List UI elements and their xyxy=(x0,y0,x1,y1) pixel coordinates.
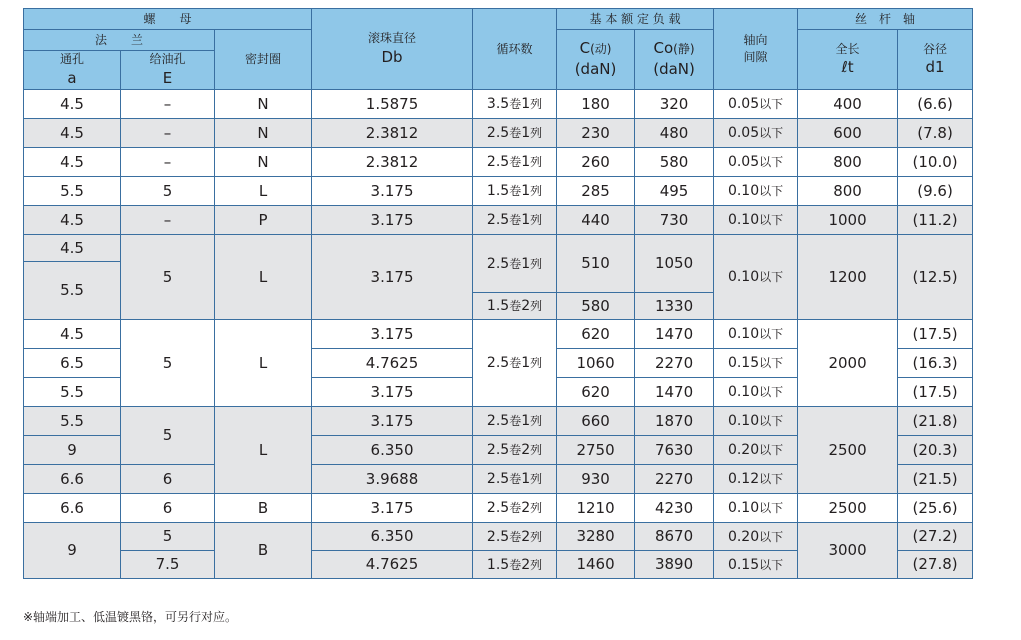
dynamic-load-cell: 1460 xyxy=(557,550,635,578)
table-row xyxy=(24,493,973,522)
axial-clearance-cell: 0.10以下 xyxy=(714,205,798,234)
root-diameter-cell: (21.5) xyxy=(898,464,973,493)
circuits-cell: 2.5卷1列 xyxy=(473,118,557,147)
seal-cell: N xyxy=(215,89,312,118)
table-row xyxy=(24,406,973,435)
through-hole-cell: 4.5 xyxy=(24,118,121,147)
static-load-cell: 320 xyxy=(635,89,714,118)
ball-diameter-cell: 3.175 xyxy=(312,406,473,435)
circuits-cell: 1.5卷1列 xyxy=(473,176,557,205)
root-diameter-cell: (9.6) xyxy=(898,176,973,205)
ball-diameter-cell: 3.175 xyxy=(312,176,473,205)
root-diameter-cell: (6.6) xyxy=(898,89,973,118)
seal-cell: P xyxy=(215,205,312,234)
total-length-header: 全长 ℓt xyxy=(798,30,898,90)
ball-diameter-cell: 3.175 xyxy=(312,234,473,319)
root-diameter-cell: (21.8) xyxy=(898,406,973,435)
axial-clearance-cell: 0.10以下 xyxy=(714,377,798,406)
flange-header: 法 兰 xyxy=(24,30,215,51)
table-row xyxy=(24,89,973,118)
through-hole-cell: 9 xyxy=(24,435,121,464)
circuits-cell: 2.5卷1列 xyxy=(473,464,557,493)
total-length-cell: 2500 xyxy=(798,493,898,522)
root-diameter-cell: (25.6) xyxy=(898,493,973,522)
dynamic-load-cell: 580 xyxy=(557,292,635,319)
circuits-cell: 2.5卷2列 xyxy=(473,522,557,550)
static-load-cell: 2270 xyxy=(635,348,714,377)
axial-clearance-cell: 0.12以下 xyxy=(714,464,798,493)
circuits-cell: 2.5卷1列 xyxy=(473,147,557,176)
circuits-cell: 2.5卷1列 xyxy=(473,406,557,435)
rated-load-header: 基 本 额 定 负 载 xyxy=(557,9,714,30)
root-diameter-cell: (17.5) xyxy=(898,377,973,406)
static-load-cell: 1470 xyxy=(635,377,714,406)
static-load-cell: 495 xyxy=(635,176,714,205)
dynamic-load-cell: 2750 xyxy=(557,435,635,464)
through-hole-cell: 4.5 xyxy=(24,89,121,118)
table-row xyxy=(24,147,973,176)
root-diameter-cell: (10.0) xyxy=(898,147,973,176)
table-row xyxy=(24,176,973,205)
total-length-cell: 600 xyxy=(798,118,898,147)
dynamic-load-header: C(动) (daN) xyxy=(557,30,635,90)
seal-cell: L xyxy=(215,406,312,493)
nut-header: 螺 母 xyxy=(24,9,312,30)
through-hole-cell: 6.6 xyxy=(24,464,121,493)
root-diameter-cell: (12.5) xyxy=(898,234,973,319)
root-diameter-cell: (11.2) xyxy=(898,205,973,234)
table-row xyxy=(24,522,973,550)
total-length-cell: 3000 xyxy=(798,522,898,578)
dynamic-load-cell: 620 xyxy=(557,319,635,348)
oil-hole-cell: – xyxy=(121,147,215,176)
ball-diameter-cell: 2.3812 xyxy=(312,118,473,147)
circuits-cell: 3.5卷1列 xyxy=(473,89,557,118)
through-hole-cell: 4.5 xyxy=(24,147,121,176)
axial-clearance-cell: 0.10以下 xyxy=(714,176,798,205)
circuits-cell: 1.5卷2列 xyxy=(473,550,557,578)
dynamic-load-cell: 1060 xyxy=(557,348,635,377)
dynamic-load-cell: 260 xyxy=(557,147,635,176)
static-load-cell: 1870 xyxy=(635,406,714,435)
oil-hole-cell: 5 xyxy=(121,176,215,205)
root-diameter-cell: (20.3) xyxy=(898,435,973,464)
static-load-cell: 1470 xyxy=(635,319,714,348)
through-hole-cell: 5.5 xyxy=(24,406,121,435)
root-diameter-cell: (7.8) xyxy=(898,118,973,147)
oil-hole-header: 给油孔 E xyxy=(121,51,215,90)
circuits-cell: 2.5卷2列 xyxy=(473,493,557,522)
dynamic-load-cell: 510 xyxy=(557,234,635,292)
total-length-cell: 400 xyxy=(798,89,898,118)
static-load-cell: 4230 xyxy=(635,493,714,522)
oil-hole-cell: 6 xyxy=(121,493,215,522)
oil-hole-cell: – xyxy=(121,118,215,147)
oil-hole-cell: – xyxy=(121,205,215,234)
root-diameter-cell: (27.8) xyxy=(898,550,973,578)
through-hole-cell: 6.5 xyxy=(24,348,121,377)
seal-cell: B xyxy=(215,522,312,578)
root-diameter-header: 谷径 d1 xyxy=(898,30,973,90)
circuits-cell: 2.5卷1列 xyxy=(473,234,557,292)
seal-cell: L xyxy=(215,234,312,319)
screw-shaft-header: 丝 杆 轴 xyxy=(798,9,973,30)
ball-diameter-cell: 3.9688 xyxy=(312,464,473,493)
ball-diameter-cell: 3.175 xyxy=(312,493,473,522)
through-hole-cell: 5.5 xyxy=(24,377,121,406)
through-hole-cell: 4.5 xyxy=(24,234,121,261)
circuits-header: 循环数 xyxy=(473,9,557,90)
table-row xyxy=(24,118,973,147)
total-length-cell: 2500 xyxy=(798,406,898,493)
ball-diameter-cell: 4.7625 xyxy=(312,348,473,377)
ball-diameter-cell: 1.5875 xyxy=(312,89,473,118)
axial-clearance-cell: 0.10以下 xyxy=(714,493,798,522)
through-hole-cell: 4.5 xyxy=(24,319,121,348)
static-load-cell: 1330 xyxy=(635,292,714,319)
dynamic-load-cell: 660 xyxy=(557,406,635,435)
ball-diameter-cell: 6.350 xyxy=(312,435,473,464)
axial-clearance-cell: 0.10以下 xyxy=(714,406,798,435)
table-row xyxy=(24,234,973,261)
through-hole-cell: 9 xyxy=(24,522,121,578)
ball-diameter-cell: 4.7625 xyxy=(312,550,473,578)
total-length-cell: 2000 xyxy=(798,319,898,406)
seal-cell: L xyxy=(215,319,312,406)
through-hole-cell: 4.5 xyxy=(24,205,121,234)
circuits-cell: 2.5卷1列 xyxy=(473,319,557,406)
static-load-cell: 2270 xyxy=(635,464,714,493)
through-hole-cell: 5.5 xyxy=(24,176,121,205)
table-row xyxy=(24,205,973,234)
oil-hole-cell: 5 xyxy=(121,234,215,319)
table-row xyxy=(24,319,973,348)
seal-cell: B xyxy=(215,493,312,522)
dynamic-load-cell: 230 xyxy=(557,118,635,147)
seal-cell: L xyxy=(215,176,312,205)
root-diameter-cell: (16.3) xyxy=(898,348,973,377)
axial-clearance-header: 轴向 间隙 xyxy=(714,9,798,90)
ball-diameter-cell: 3.175 xyxy=(312,205,473,234)
dynamic-load-cell: 620 xyxy=(557,377,635,406)
through-hole-header: 通孔 a xyxy=(24,51,121,90)
static-load-cell: 580 xyxy=(635,147,714,176)
total-length-cell: 1200 xyxy=(798,234,898,319)
dynamic-load-cell: 1210 xyxy=(557,493,635,522)
dynamic-load-cell: 285 xyxy=(557,176,635,205)
axial-clearance-cell: 0.20以下 xyxy=(714,522,798,550)
axial-clearance-cell: 0.15以下 xyxy=(714,348,798,377)
static-load-cell: 480 xyxy=(635,118,714,147)
total-length-cell: 1000 xyxy=(798,205,898,234)
axial-clearance-cell: 0.10以下 xyxy=(714,319,798,348)
static-load-cell: 3890 xyxy=(635,550,714,578)
static-load-header: Co(静) (daN) xyxy=(635,30,714,90)
seal-header: 密封圈 xyxy=(215,30,312,90)
axial-clearance-cell: 0.05以下 xyxy=(714,118,798,147)
static-load-cell: 8670 xyxy=(635,522,714,550)
axial-clearance-cell: 0.20以下 xyxy=(714,435,798,464)
oil-hole-cell: 6 xyxy=(121,464,215,493)
ball-diameter-cell: 2.3812 xyxy=(312,147,473,176)
dynamic-load-cell: 3280 xyxy=(557,522,635,550)
static-load-cell: 730 xyxy=(635,205,714,234)
circuits-cell: 2.5卷1列 xyxy=(473,205,557,234)
through-hole-cell: 5.5 xyxy=(24,261,121,319)
dynamic-load-cell: 930 xyxy=(557,464,635,493)
through-hole-cell: 6.6 xyxy=(24,493,121,522)
ball-diameter-cell: 3.175 xyxy=(312,377,473,406)
circuits-cell: 2.5卷2列 xyxy=(473,435,557,464)
dynamic-load-cell: 440 xyxy=(557,205,635,234)
ball-diameter-cell: 3.175 xyxy=(312,319,473,348)
oil-hole-cell: 5 xyxy=(121,522,215,550)
root-diameter-cell: (27.2) xyxy=(898,522,973,550)
seal-cell: N xyxy=(215,118,312,147)
axial-clearance-cell: 0.10以下 xyxy=(714,234,798,319)
axial-clearance-cell: 0.15以下 xyxy=(714,550,798,578)
footnote: ※轴端加工、低温镀黑铬，可另行对应。 xyxy=(23,610,238,624)
static-load-cell: 1050 xyxy=(635,234,714,292)
oil-hole-cell: – xyxy=(121,89,215,118)
total-length-cell: 800 xyxy=(798,176,898,205)
dynamic-load-cell: 180 xyxy=(557,89,635,118)
oil-hole-cell: 5 xyxy=(121,406,215,464)
ball-diameter-cell: 6.350 xyxy=(312,522,473,550)
axial-clearance-cell: 0.05以下 xyxy=(714,147,798,176)
ball-screw-spec-table xyxy=(23,8,973,579)
static-load-cell: 7630 xyxy=(635,435,714,464)
oil-hole-cell: 7.5 xyxy=(121,550,215,578)
oil-hole-cell: 5 xyxy=(121,319,215,406)
circuits-cell: 1.5卷2列 xyxy=(473,292,557,319)
axial-clearance-cell: 0.05以下 xyxy=(714,89,798,118)
seal-cell: N xyxy=(215,147,312,176)
root-diameter-cell: (17.5) xyxy=(898,319,973,348)
ball-diameter-header: 滚珠直径 Db xyxy=(312,9,473,90)
total-length-cell: 800 xyxy=(798,147,898,176)
